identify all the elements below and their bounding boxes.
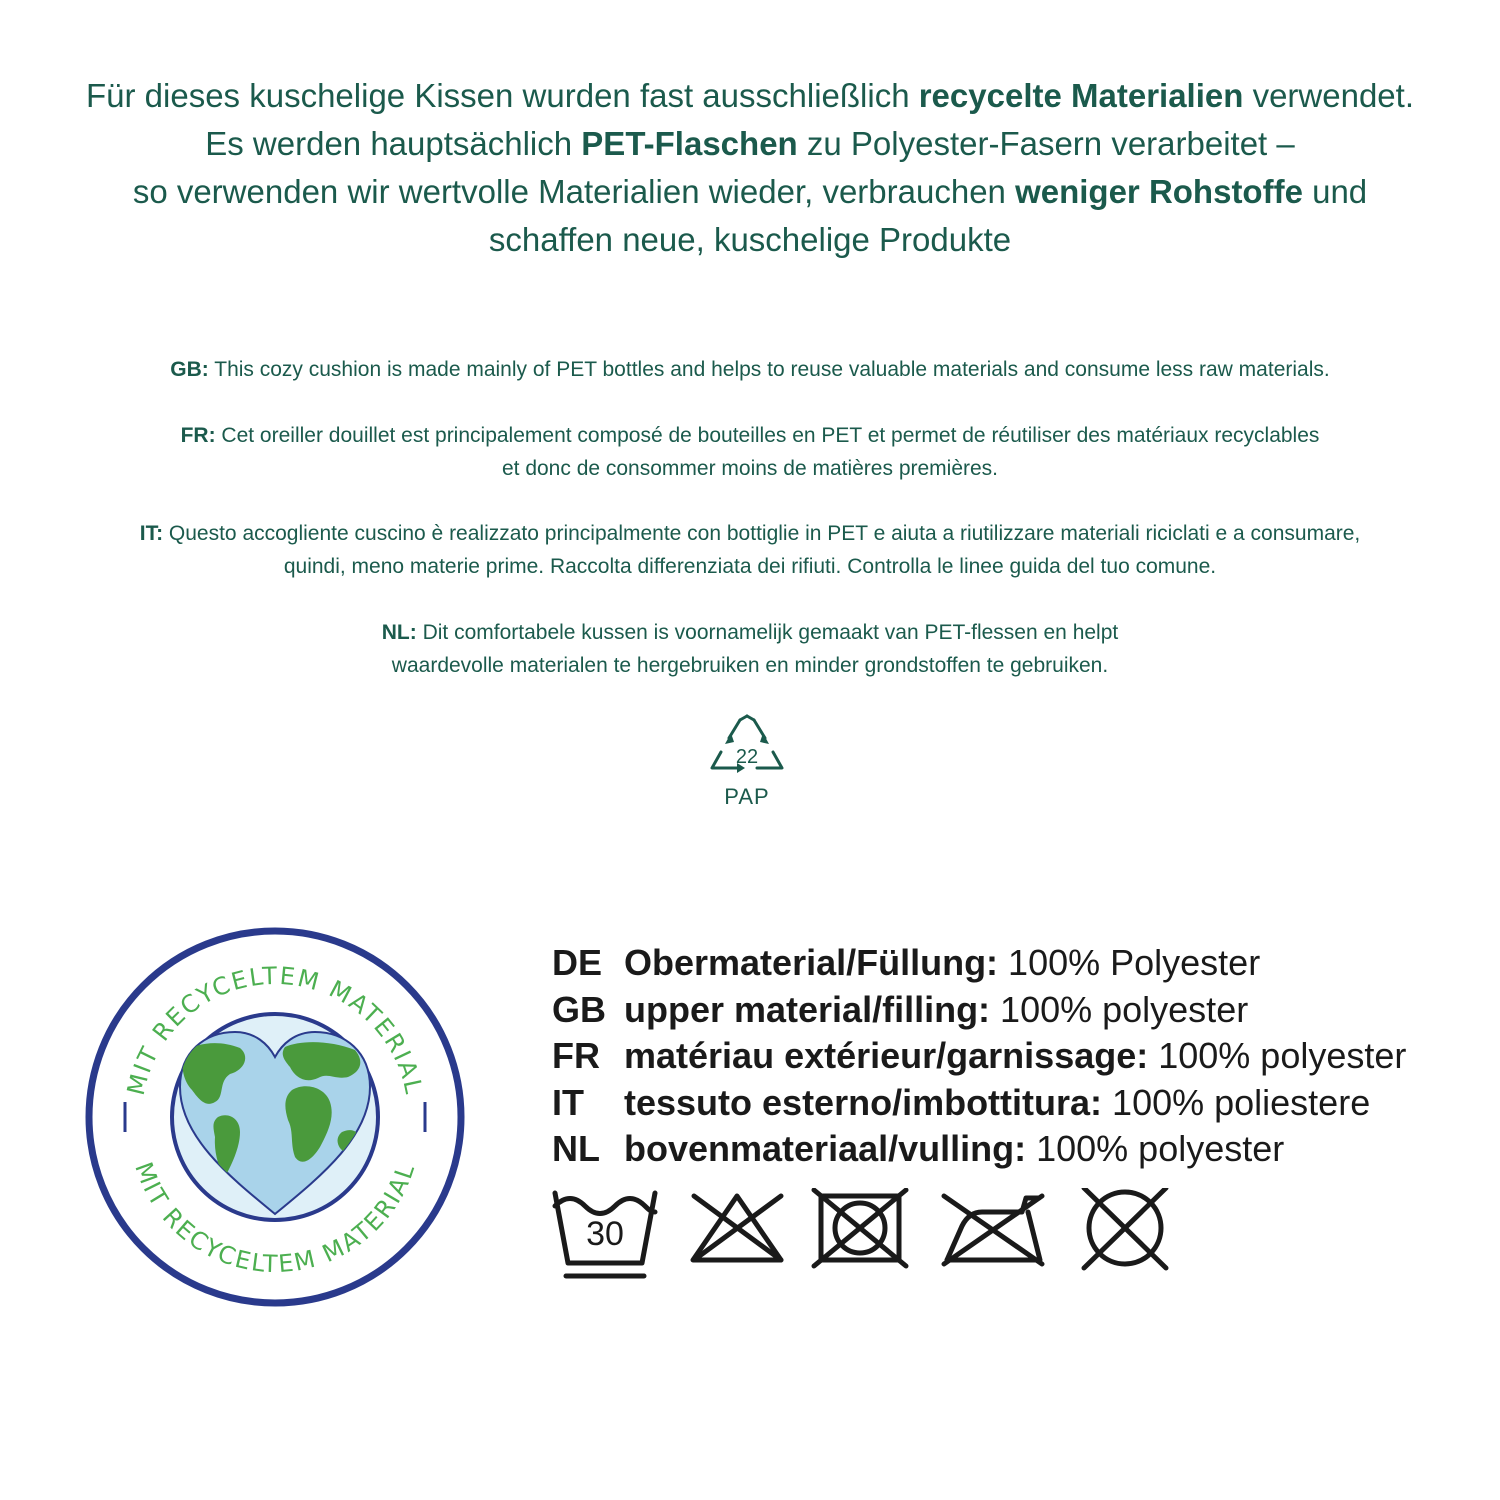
- recycle-number: 22: [735, 746, 759, 768]
- material-lang: NL: [552, 1128, 600, 1169]
- do-not-dry-clean-icon: [1084, 1188, 1166, 1268]
- material-label: tessuto esterno/imbottitura:: [624, 1081, 1103, 1123]
- do-not-tumble-dry-icon: [814, 1190, 906, 1266]
- do-not-iron-icon: [944, 1196, 1042, 1264]
- material-row: [552, 1033, 1472, 1080]
- material-value: 100% polyester: [1000, 988, 1249, 1030]
- material-lang: GB: [552, 988, 606, 1030]
- translation-it: IT: Questo accogliente cuscino è realizzato principalmente con bottiglie in PET e aiuta a riutilizzare materiali riciclati e a consumare, quindi, meno materie prime. Raccolta differenziata dei rifiuti. Controlla le linee guida del tuo comune.: [139, 522, 1361, 578]
- recycled-material-badge: [80, 922, 470, 1312]
- material-row: [552, 1080, 1472, 1127]
- badge-text-bottom: MIT RECYCELTEM MATERIAL: [129, 1158, 421, 1279]
- intro-text-de: Für dieses kuschelige Kissen wurden fast ausschließlich recycelte Materialien verwendet. Es werden hauptsächlich PET-Flaschen zu Polyester-Fasern verarbeitet – so verwenden wir wertvolle Materialien wieder, verbrauchen weniger Rohstoffe und schaffen neue, kuschelige Produkte: [86, 77, 1414, 258]
- translation-fr: FR: Cet oreiller douillet est principalement composé de bouteilles en PET et permet de réutiliser des matériaux recyclables et donc de consommer moins de matières premières.: [180, 424, 1320, 480]
- material-composition: [552, 940, 1472, 1173]
- material-label: upper material/filling:: [624, 988, 991, 1030]
- care-symbols: [552, 1188, 1192, 1283]
- material-lang: IT: [552, 1081, 584, 1123]
- material-row: [552, 987, 1472, 1034]
- material-row: [552, 940, 1472, 987]
- recycling-code-icon: [707, 712, 787, 812]
- material-value: 100% poliestere: [1112, 1081, 1371, 1123]
- material-label: Obermaterial/Füllung:: [624, 942, 999, 983]
- material-lang: FR: [552, 1035, 600, 1076]
- material-value: 100% polyester: [1036, 1128, 1285, 1169]
- material-row: [552, 1126, 1472, 1173]
- badge-text-top: MIT RECYCELTEM MATERIAL: [121, 961, 429, 1098]
- translation-gb: GB: This cozy cushion is made mainly of PET bottles and helps to reuse valuable materials and consume less raw materials.: [170, 358, 1330, 381]
- do-not-bleach-icon: [693, 1196, 781, 1260]
- recycle-label: PAP: [724, 784, 770, 809]
- translation-nl: NL: Dit comfortabele kussen is voornamelijk gemaakt van PET-flessen en helpt waardevolle materialen te hergebruiken en minder grondstoffen te gebruiken.: [381, 621, 1119, 677]
- material-label: bovenmateriaal/vulling:: [624, 1128, 1027, 1169]
- material-value: 100% polyester: [1158, 1035, 1407, 1076]
- wash-temperature: 30: [586, 1215, 624, 1253]
- material-value: 100% Polyester: [1008, 942, 1261, 983]
- material-label: matériau extérieur/garnissage:: [624, 1035, 1149, 1076]
- material-lang: DE: [552, 942, 603, 983]
